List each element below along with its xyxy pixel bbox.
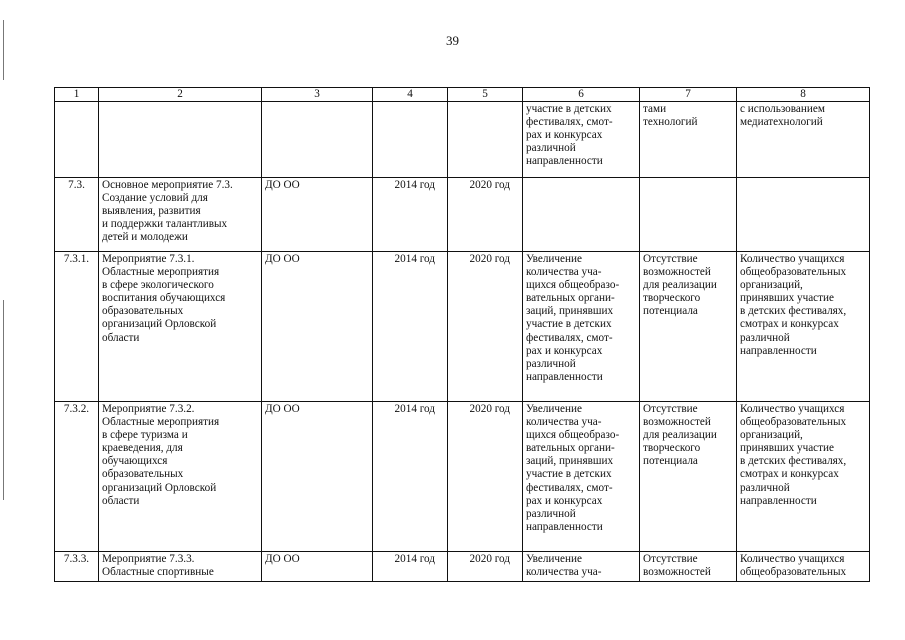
indicator: Количество учащихся общеобразовательных организаций, принявших участие в детских фестивалях, смотрах и конкурсах различной направленности: [737, 402, 870, 552]
start-year: 2014 год: [373, 402, 448, 552]
risks: Отсутствие возможностей: [640, 552, 737, 582]
executor: ДО ОО: [262, 178, 373, 252]
end-year: 2020 год: [448, 178, 523, 252]
column-number-row: [55, 88, 870, 102]
indicator: Количество учащихся общеобразовательных: [737, 552, 870, 582]
executor: ДО ОО: [262, 252, 373, 402]
end-year: [448, 102, 523, 178]
column-number: 8: [737, 88, 870, 102]
column-number: 7: [640, 88, 737, 102]
scan-edge-mark: [3, 20, 4, 80]
activity-name: Мероприятие 7.3.2. Областные мероприятия в сфере туризма и краеведения, для обучающихся образовательных организаций Орловской области: [99, 402, 262, 552]
row-number: 7.3.1.: [55, 252, 99, 402]
row-number: 7.3.2.: [55, 402, 99, 552]
activity-name: [99, 102, 262, 178]
table-row: [55, 402, 870, 552]
risks: [640, 178, 737, 252]
executor: ДО ОО: [262, 402, 373, 552]
end-year: 2020 год: [448, 552, 523, 582]
table-row: [55, 102, 870, 178]
column-number: 2: [99, 88, 262, 102]
start-year: 2014 год: [373, 252, 448, 402]
column-number: 1: [55, 88, 99, 102]
expected-result: участие в детских фестивалях, смот- рах и конкурсах различной направленности: [523, 102, 640, 178]
expected-result: Увеличение количества уча- щихся общеобразо- вательных органи- заций, принявших участие в детских фестивалях, смот- рах и конкурсах различной направленности: [523, 402, 640, 552]
activity-name: Мероприятие 7.3.3. Областные спортивные: [99, 552, 262, 582]
activity-name: Мероприятие 7.3.1. Областные мероприятия в сфере экологического воспитания обучающихся образовательных организаций Орловской области: [99, 252, 262, 402]
plan-table: [54, 87, 870, 582]
row-number: 7.3.: [55, 178, 99, 252]
column-number: 6: [523, 88, 640, 102]
indicator: с использованием медиатехнологий: [737, 102, 870, 178]
row-number: [55, 102, 99, 178]
start-year: [373, 102, 448, 178]
expected-result: Увеличение количества уча- щихся общеобразо- вательных органи- заций, принявших участие в детских фестивалях, смот- рах и конкурсах различной направленности: [523, 252, 640, 402]
column-number: 3: [262, 88, 373, 102]
table-row: [55, 178, 870, 252]
start-year: 2014 год: [373, 178, 448, 252]
table-row: [55, 252, 870, 402]
executor: [262, 102, 373, 178]
row-number: 7.3.3.: [55, 552, 99, 582]
indicator: Количество учащихся общеобразовательных организаций, принявших участие в детских фестивалях, смотрах и конкурсах различной направленности: [737, 252, 870, 402]
start-year: 2014 год: [373, 552, 448, 582]
column-number: 5: [448, 88, 523, 102]
scan-edge-mark: [3, 300, 4, 500]
risks: Отсутствие возможностей для реализации творческого потенциала: [640, 252, 737, 402]
risks: тами технологий: [640, 102, 737, 178]
executor: ДО ОО: [262, 552, 373, 582]
activity-name: Основное мероприятие 7.3. Создание условий для выявления, развития и поддержки талантливых детей и молодежи: [99, 178, 262, 252]
column-number: 4: [373, 88, 448, 102]
page-number: 39: [446, 33, 459, 48]
indicator: [737, 178, 870, 252]
expected-result: [523, 178, 640, 252]
end-year: 2020 год: [448, 402, 523, 552]
risks: Отсутствие возможностей для реализации творческого потенциала: [640, 402, 737, 552]
end-year: 2020 год: [448, 252, 523, 402]
table-row: [55, 552, 870, 582]
expected-result: Увеличение количества уча-: [523, 552, 640, 582]
